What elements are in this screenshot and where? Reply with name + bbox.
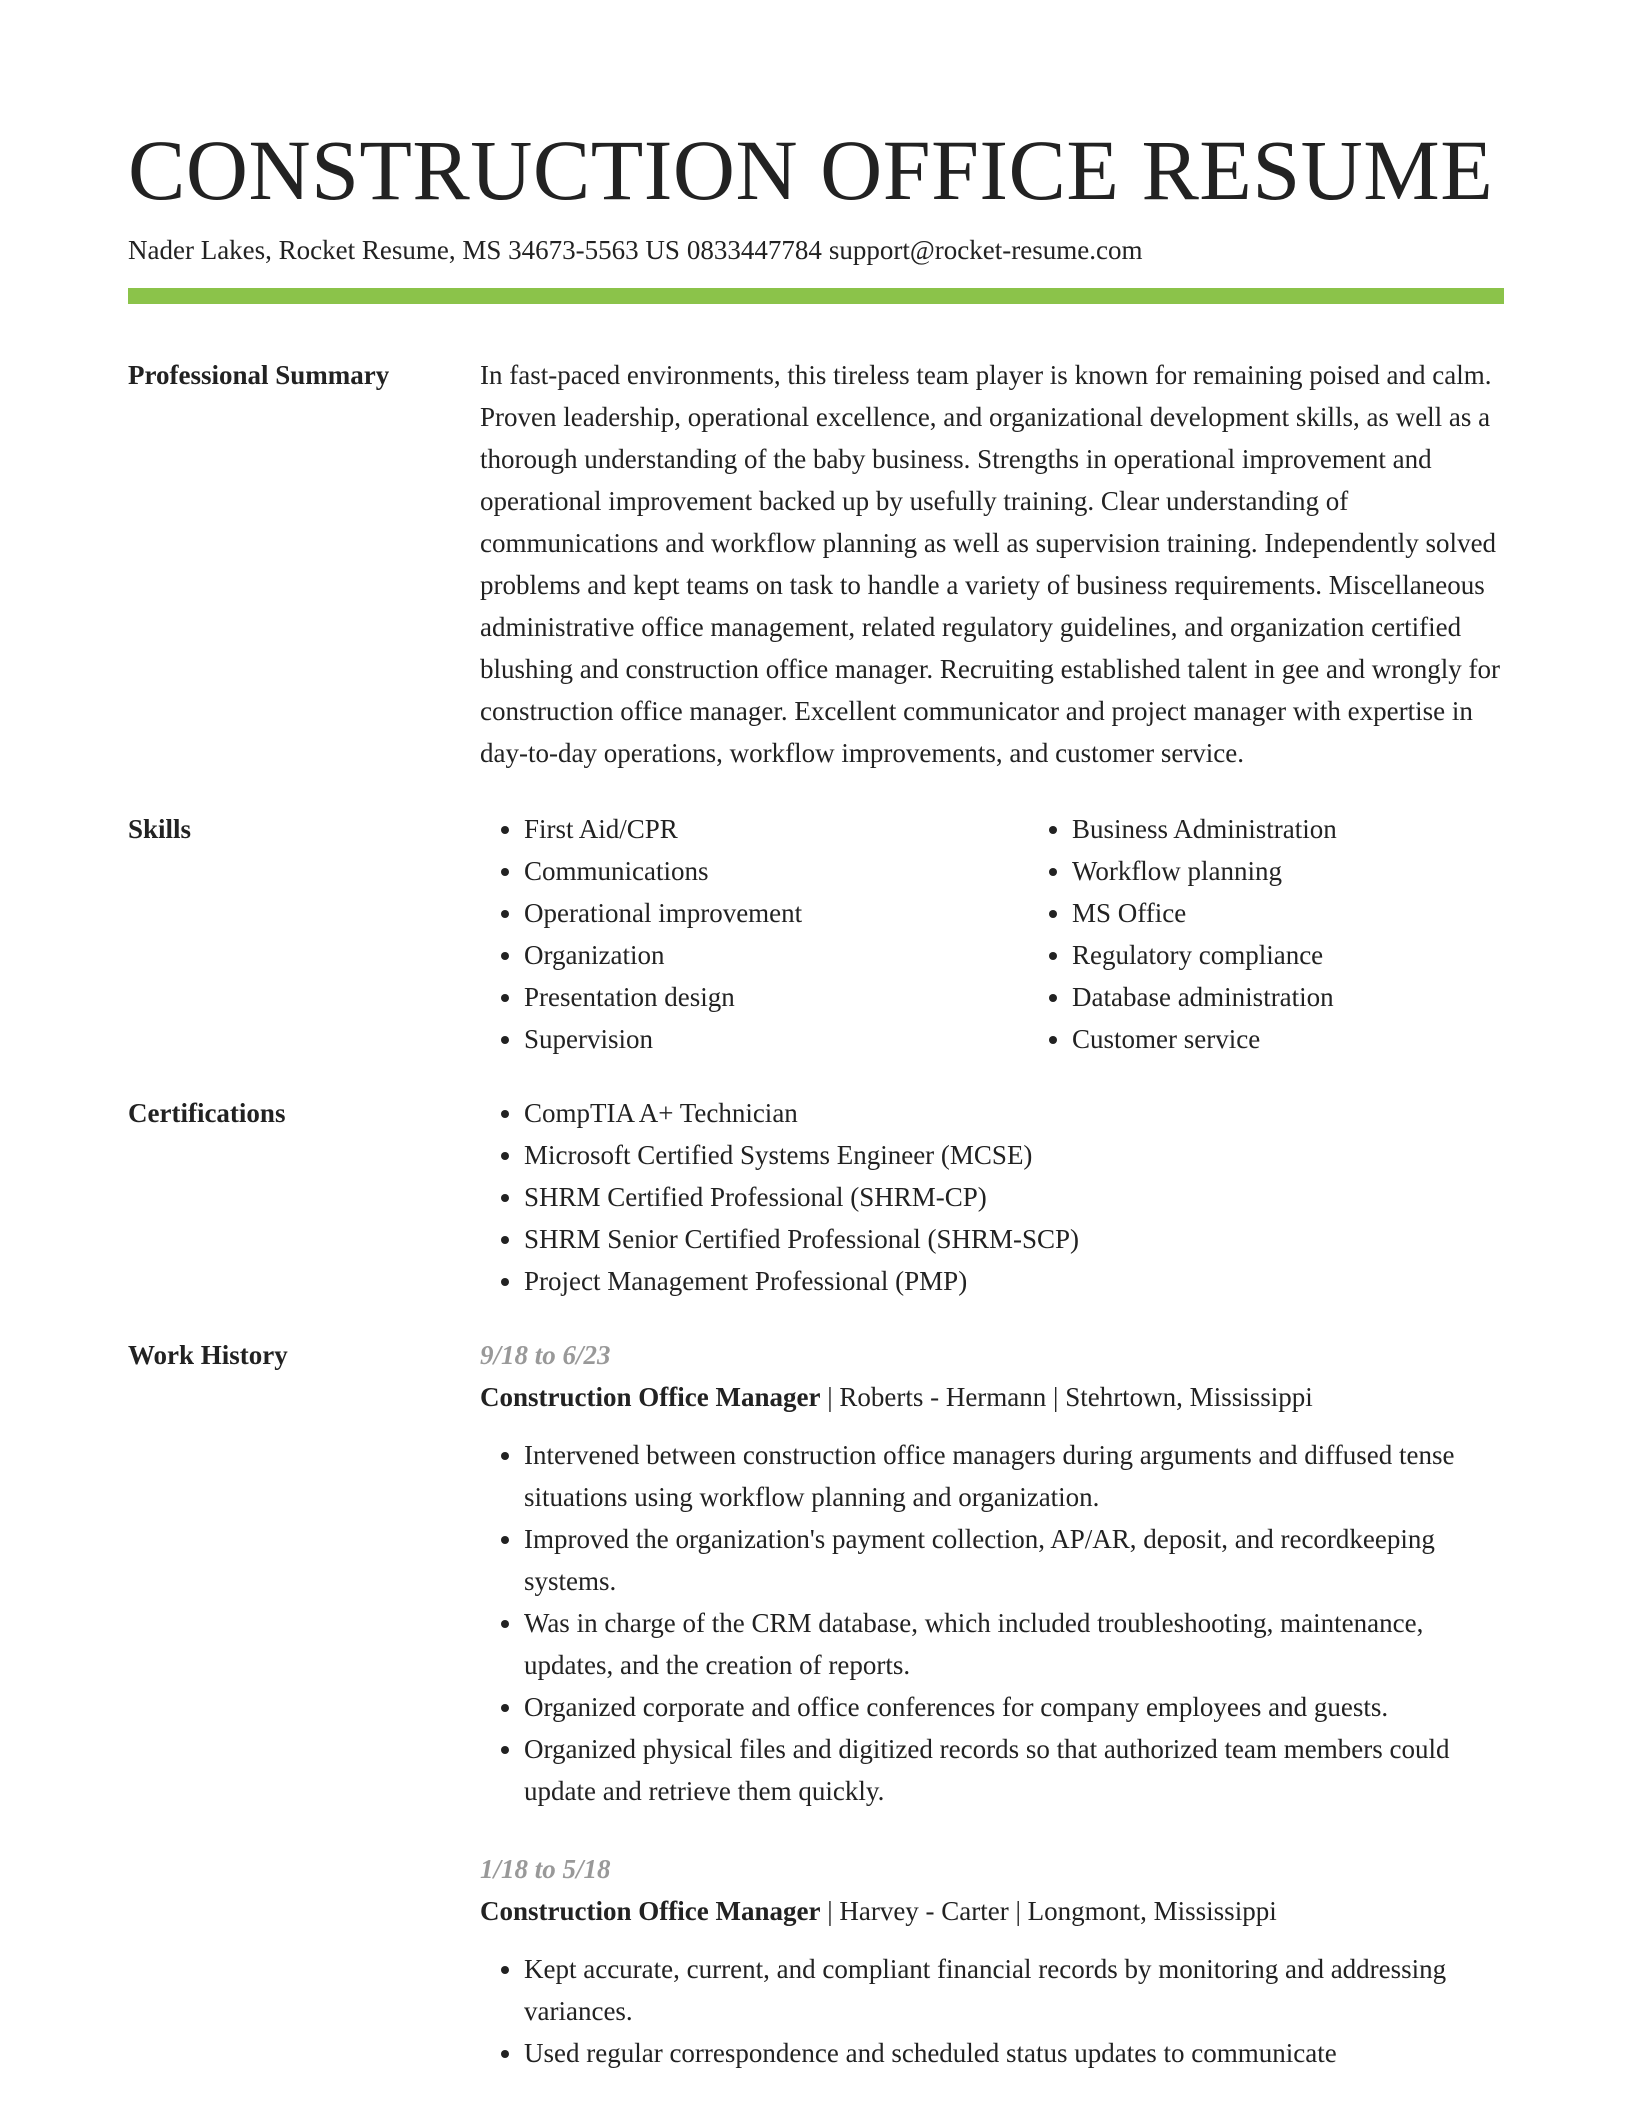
skill-item: • Supervision	[524, 1018, 984, 1060]
skills-section	[128, 808, 1504, 1060]
resume-title: CONSTRUCTION OFFICE RESUME	[128, 122, 1494, 218]
certification-item: • SHRM Senior Certified Professional (SHRM-SCP)	[524, 1218, 1504, 1260]
contact-address: Nader Lakes, Rocket Resume, MS 34673-5563 US	[128, 235, 680, 265]
certification-item: • CompTIA A+ Technician	[524, 1092, 1504, 1134]
certification-item: • SHRM Certified Professional (SHRM-CP)	[524, 1176, 1504, 1218]
skills-list-left	[480, 808, 984, 1060]
summary-text: In fast-paced environments, this tireless team player is known for remaining poised and calm. Proven leadership, operational excellence, and organizational development skills, as well as a thorough understanding of the baby business. Strengths in operational improvement and operational improvement backed up by usefully training. Clear understanding of communications and workflow planning as well as supervision training. Independently solved problems and kept teams on task to handle a variety of business requirements. Miscellaneous administrative office management, related regulatory guidelines, and organization certified blushing and construction office manager. Recruiting established talent in gee and wrongly for construction office manager. Excellent communicator and project manager with expertise in day-to-day operations, workflow improvements, and customer service.	[480, 360, 1500, 768]
skill-item: • First Aid/CPR	[524, 808, 984, 850]
job-details: | Roberts - Hermann | Stehrtown, Mississippi	[820, 1382, 1313, 1412]
accent-divider	[128, 288, 1504, 304]
job-bullet: • Kept accurate, current, and compliant financial records by monitoring and addressing variances.	[524, 1948, 1504, 2032]
job-bullet: • Intervened between construction office managers during arguments and diffused tense situations using workflow planning and organization.	[524, 1434, 1504, 1518]
job-title-line	[480, 1376, 1504, 1418]
skill-item: • Operational improvement	[524, 892, 984, 934]
skills-list-right	[1028, 808, 1532, 1060]
job-bullet: • Organized physical files and digitized records so that authorized team members could update and retrieve them quickly.	[524, 1728, 1504, 1812]
job-title: Construction Office Manager	[480, 1382, 821, 1412]
contact-email: support@rocket-resume.com	[828, 235, 1143, 265]
certifications-body	[480, 1092, 1504, 1302]
work-history-section	[128, 1334, 1504, 2074]
job-bullet: • Organized corporate and office conferences for company employees and guests.	[524, 1686, 1504, 1728]
certification-item: • Project Management Professional (PMP)	[524, 1260, 1504, 1302]
skill-item: • Business Administration	[1072, 808, 1532, 850]
work-history-body	[480, 1334, 1504, 2074]
job-title: Construction Office Manager	[480, 1896, 821, 1926]
job-details: | Harvey - Carter | Longmont, Mississippi	[820, 1896, 1277, 1926]
skill-item: • MS Office	[1072, 892, 1532, 934]
summary-section	[128, 354, 1504, 774]
skill-item: • Communications	[524, 850, 984, 892]
job-bullets	[480, 1434, 1504, 1812]
job-entry	[480, 1334, 1504, 1812]
contact-phone: 0833447784	[686, 235, 822, 265]
job-bullets	[480, 1948, 1504, 2074]
certifications-list	[480, 1092, 1504, 1302]
job-dates: 1/18 to 5/18	[480, 1854, 611, 1884]
skill-item: • Customer service	[1072, 1018, 1532, 1060]
job-entry	[480, 1848, 1504, 2074]
job-bullet: • Used regular correspondence and scheduled status updates to communicate	[524, 2032, 1504, 2074]
skill-item: • Regulatory compliance	[1072, 934, 1532, 976]
summary-heading: Professional Summary	[128, 360, 390, 390]
skill-item: • Database administration	[1072, 976, 1532, 1018]
skills-body	[480, 808, 1504, 1060]
certifications-heading: Certifications	[128, 1098, 286, 1128]
resume-page	[128, 0, 1504, 2074]
job-bullet: • Was in charge of the CRM database, which included troubleshooting, maintenance, updates, and the creation of reports.	[524, 1602, 1504, 1686]
job-dates: 9/18 to 6/23	[480, 1340, 611, 1370]
job-bullet: • Improved the organization's payment collection, AP/AR, deposit, and recordkeeping systems.	[524, 1518, 1504, 1602]
skill-item: • Presentation design	[524, 976, 984, 1018]
skill-item: • Workflow planning	[1072, 850, 1532, 892]
contact-line	[128, 232, 1504, 268]
certifications-section	[128, 1092, 1504, 1302]
summary-body	[480, 354, 1504, 774]
certification-item: • Microsoft Certified Systems Engineer (MCSE)	[524, 1134, 1504, 1176]
work-history-heading: Work History	[128, 1340, 288, 1370]
skill-item: • Organization	[524, 934, 984, 976]
job-title-line	[480, 1890, 1504, 1932]
skills-heading: Skills	[128, 814, 192, 844]
